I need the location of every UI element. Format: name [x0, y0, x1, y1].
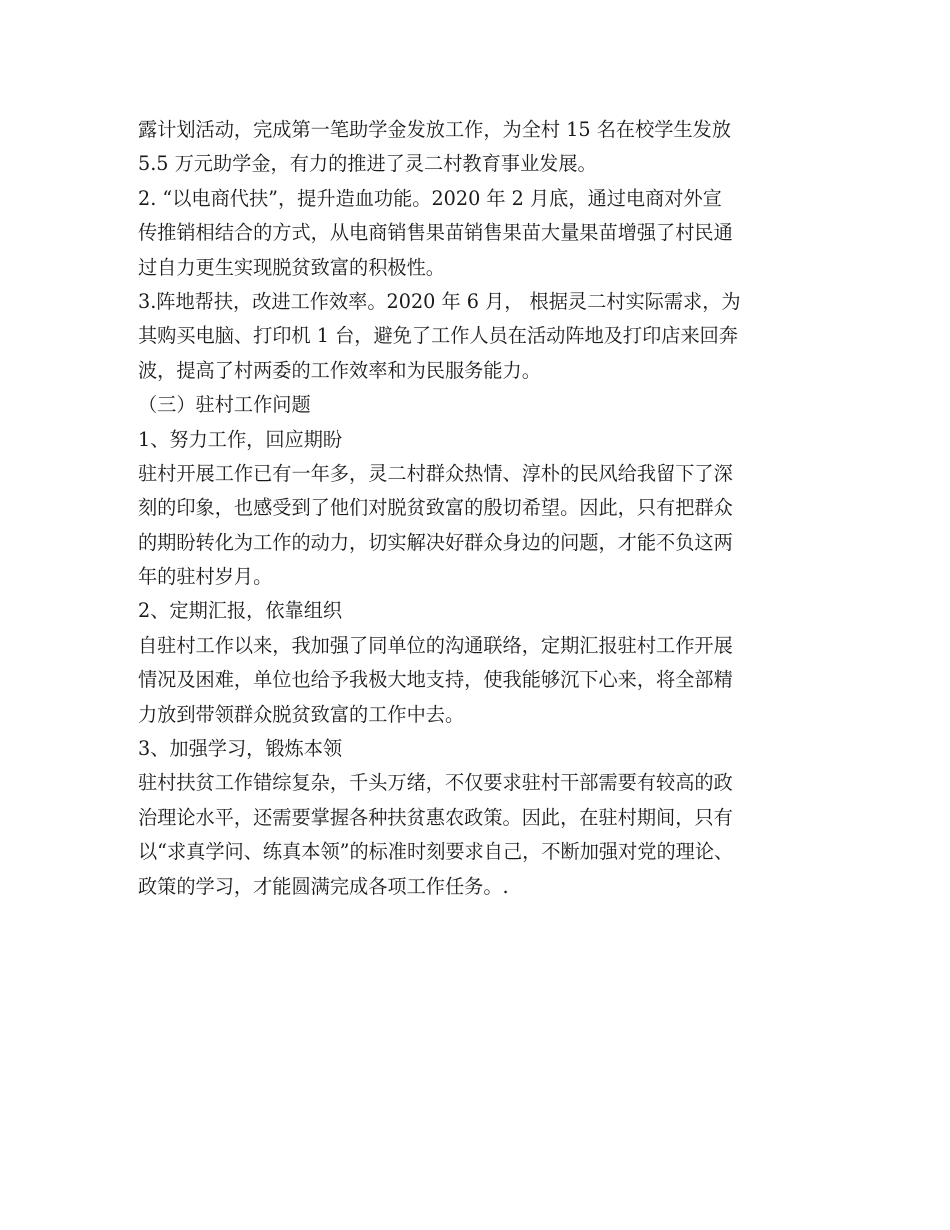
document-body	[138, 113, 828, 904]
paragraph-line: 3.阵地帮扶，改进工作效率。2020 年 6 月， 根据灵二村实际需求，为	[138, 289, 741, 313]
paragraph-line: 驻村开展工作已有一年多，灵二村群众热情、淳朴的民风给我留下了深	[138, 461, 733, 485]
paragraph-line: 情况及困难，单位也给予我极大地支持，使我能够沉下心来，将全部精	[138, 668, 733, 692]
paragraph-line: 政策的学习，才能圆满完成各项工作任务。.	[138, 874, 509, 898]
paragraph-line: 治理论水平，还需要掌握各种扶贫惠农政策。因此，在驻村期间，只有	[138, 805, 733, 829]
paragraph-line: 力放到带领群众脱贫致富的工作中去。	[138, 702, 465, 726]
paragraph-line: 年的驻村岁月。	[138, 565, 273, 589]
subsection-heading: 2、定期汇报，依靠组织	[138, 599, 343, 623]
paragraph-line: 波，提高了村两委的工作效率和为民服务能力。	[138, 358, 541, 382]
paragraph-line: 露计划活动，完成第一笔助学金发放工作，为全村 15 名在校学生发放	[138, 118, 732, 141]
subsection-heading: 3、加强学习，锻炼本领	[138, 737, 343, 761]
paragraph-line: 其购买电脑、打印机 1 台，避免了工作人员在活动阵地及打印店来回奔	[138, 324, 739, 348]
paragraph-line: 传推销相结合的方式，从电商销售果苗销售果苗大量果苗增强了村民通	[138, 221, 733, 245]
paragraph-line: 刻的印象，也感受到了他们对脱贫致富的殷切希望。因此，只有把群众	[138, 496, 733, 520]
paragraph-line: 自驻村工作以来，我加强了同单位的沟通联络，定期汇报驻村工作开展	[138, 633, 733, 657]
paragraph-line: 2. “以电商代扶”，提升造血功能。2020 年 2 月底，通过电商对外宣	[138, 186, 722, 210]
section-heading: （三）驻村工作问题	[138, 393, 311, 417]
paragraph-line: 的期盼转化为工作的动力，切实解决好群众身边的问题，才能不负这两	[138, 530, 733, 554]
paragraph-line: 5.5 万元助学金，有力的推进了灵二村教育事业发展。	[138, 152, 597, 176]
subsection-heading: 1、努力工作，回应期盼	[138, 427, 343, 451]
paragraph-line: 驻村扶贫工作错综复杂，千头万绪，不仅要求驻村干部需要有较高的政	[138, 771, 733, 795]
paragraph-line: 以“求真学问、练真本领”的标准时刻要求自己，不断加强对党的理论、	[138, 840, 734, 864]
paragraph-line: 过自力更生实现脱贫致富的积极性。	[138, 255, 445, 279]
